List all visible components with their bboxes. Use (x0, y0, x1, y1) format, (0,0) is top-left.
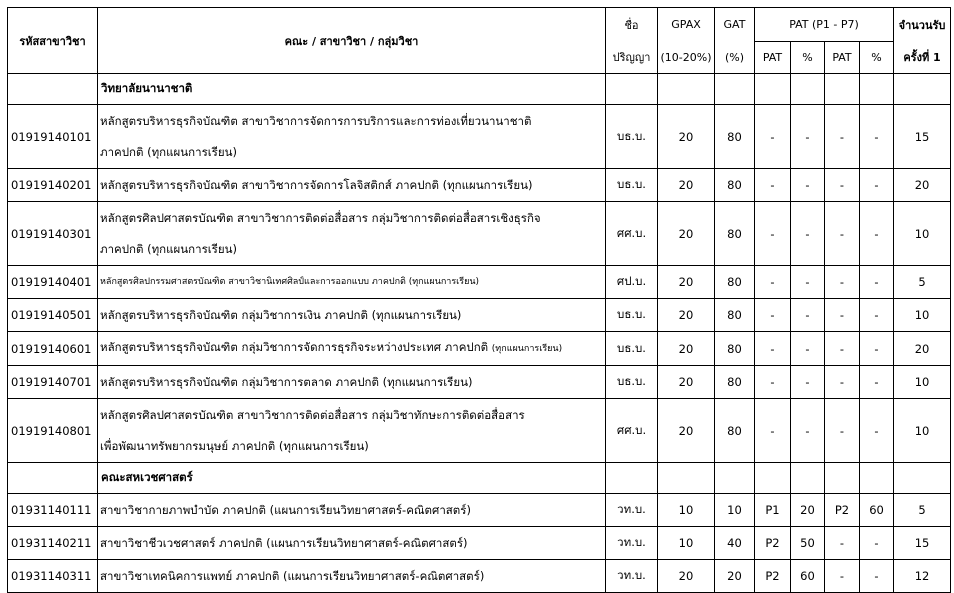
quota-cell: 12 (894, 560, 951, 593)
header-gat-line2: (%) (715, 42, 755, 74)
header-pct-b: % (860, 42, 894, 74)
program-name-cell (98, 366, 606, 399)
pat-b-cell: - (825, 366, 860, 399)
program-name-cell (98, 202, 606, 266)
pct-a-cell: - (791, 169, 825, 202)
program-name-cell (98, 527, 606, 560)
table-row (8, 169, 951, 202)
pat-a-cell: P2 (755, 560, 791, 593)
degree-cell: บธ.บ. (606, 299, 658, 332)
section-blank-cell (715, 74, 755, 105)
program-code: 01919140201 (8, 169, 98, 202)
pct-a-cell: 50 (791, 527, 825, 560)
pat-b-cell: - (825, 202, 860, 266)
header-pct-a: % (791, 42, 825, 74)
pat-b-cell: - (825, 560, 860, 593)
table-row (8, 527, 951, 560)
section-blank-cell (755, 463, 791, 494)
section-blank-cell (860, 74, 894, 105)
gpax-cell: 20 (658, 169, 715, 202)
section-row (8, 74, 951, 105)
program-name-cell (98, 299, 606, 332)
pct-a-cell: - (791, 299, 825, 332)
pct-a-cell: - (791, 202, 825, 266)
section-code-cell (8, 74, 98, 105)
program-name-cell (98, 169, 606, 202)
program-name-line: สาขาวิชาเทคนิคการแพทย์ ภาคปกติ (แผนการเรียนวิทยาศาสตร์-คณิตศาสตร์) (100, 568, 485, 583)
section-blank-cell (860, 463, 894, 494)
program-name-line-wrap (100, 332, 605, 365)
gat-cell: 20 (715, 560, 755, 593)
pat-b-cell: - (825, 169, 860, 202)
pct-b-cell: 60 (860, 494, 894, 527)
gat-cell: 80 (715, 202, 755, 266)
gat-cell: 80 (715, 399, 755, 463)
quota-cell: 5 (894, 494, 951, 527)
degree-cell: ศป.บ. (606, 266, 658, 299)
quota-cell: 15 (894, 105, 951, 169)
pat-b-cell: - (825, 399, 860, 463)
gpax-cell: 20 (658, 560, 715, 593)
header-degree-line2: ปริญญา (606, 42, 658, 74)
pat-b-cell: - (825, 266, 860, 299)
quota-cell: 10 (894, 399, 951, 463)
header-gpax-line2: (10-20%) (658, 42, 715, 74)
degree-cell: วท.บ. (606, 560, 658, 593)
pat-b-cell: - (825, 332, 860, 366)
program-name-suffix: (ทุกแผนการเรียน) (491, 344, 563, 354)
pat-b-cell: P2 (825, 494, 860, 527)
section-blank-cell (791, 463, 825, 494)
pat-b-cell: - (825, 105, 860, 169)
quota-cell: 5 (894, 266, 951, 299)
gat-cell: 80 (715, 169, 755, 202)
degree-cell: บธ.บ. (606, 105, 658, 169)
section-blank-cell (791, 74, 825, 105)
pct-b-cell: - (860, 399, 894, 463)
table-body (8, 74, 951, 593)
section-blank-cell (825, 74, 860, 105)
gpax-cell: 20 (658, 202, 715, 266)
pct-b-cell: - (860, 332, 894, 366)
pct-b-cell: - (860, 527, 894, 560)
quota-cell: 15 (894, 527, 951, 560)
section-blank-cell (606, 74, 658, 105)
table-row (8, 366, 951, 399)
pat-a-cell: - (755, 299, 791, 332)
program-name-cell (98, 494, 606, 527)
gat-cell: 10 (715, 494, 755, 527)
quota-cell: 10 (894, 202, 951, 266)
gat-cell: 80 (715, 332, 755, 366)
program-code: 01919140301 (8, 202, 98, 266)
program-code: 01931140111 (8, 494, 98, 527)
gat-cell: 40 (715, 527, 755, 560)
gpax-cell: 20 (658, 105, 715, 169)
table-row (8, 266, 951, 299)
pat-a-cell: - (755, 266, 791, 299)
section-blank-cell (658, 74, 715, 105)
program-name-line: หลักสูตรบริหารธุรกิจบัณฑิต กลุ่มวิชาการเงิน ภาคปกติ (ทุกแผนการเรียน) (100, 307, 462, 322)
pct-a-cell: - (791, 332, 825, 366)
program-code: 01919140601 (8, 332, 98, 366)
section-blank-cell (755, 74, 791, 105)
degree-cell: วท.บ. (606, 494, 658, 527)
program-name-line: เพื่อพัฒนาทรัพยากรมนุษย์ ภาคปกติ (ทุกแผนการเรียน) (100, 438, 369, 453)
section-title: วิทยาลัยนานาชาติ (98, 74, 606, 105)
program-name-cell (98, 332, 606, 366)
section-title: คณะสหเวชศาสตร์ (98, 463, 606, 494)
pct-a-cell: - (791, 399, 825, 463)
table-row (8, 332, 951, 366)
pct-b-cell: - (860, 202, 894, 266)
header-gpax-line1: GPAX (658, 8, 715, 42)
table-header (8, 8, 951, 74)
program-name-line: สาขาวิชาชีวเวชศาสตร์ ภาคปกติ (แผนการเรียนวิทยาศาสตร์-คณิตศาสตร์) (100, 535, 468, 550)
program-name-line: ภาคปกติ (ทุกแผนการเรียน) (100, 241, 237, 256)
section-row (8, 463, 951, 494)
program-code: 01919140401 (8, 266, 98, 299)
pct-b-cell: - (860, 299, 894, 332)
gat-cell: 80 (715, 105, 755, 169)
pct-b-cell: - (860, 560, 894, 593)
header-row-top (8, 8, 951, 42)
section-blank-cell (825, 463, 860, 494)
program-name-line: หลักสูตรบริหารธุรกิจบัณฑิต กลุ่มวิชาการตลาด ภาคปกติ (ทุกแผนการเรียน) (100, 374, 473, 389)
program-code: 01919140101 (8, 105, 98, 169)
pat-a-cell: P1 (755, 494, 791, 527)
header-pat-b: PAT (825, 42, 860, 74)
program-name-line: หลักสูตรศิลปศาสตรบัณฑิต สาขาวิชาการติดต่อสื่อสาร กลุ่มวิชาทักษะการติดต่อสื่อสาร (100, 407, 525, 422)
admission-quota-table (7, 7, 951, 593)
degree-cell: ศศ.บ. (606, 202, 658, 266)
admission-table-container (7, 7, 951, 593)
table-row (8, 202, 951, 266)
header-pat-group: PAT (P1 - P7) (755, 8, 894, 42)
degree-cell: บธ.บ. (606, 332, 658, 366)
section-blank-cell (894, 74, 951, 105)
table-row (8, 399, 951, 463)
program-name-line: สาขาวิชากายภาพบำบัด ภาคปกติ (แผนการเรียนวิทยาศาสตร์-คณิตศาสตร์) (100, 502, 471, 517)
degree-cell: วท.บ. (606, 527, 658, 560)
gpax-cell: 20 (658, 332, 715, 366)
table-row (8, 105, 951, 169)
gat-cell: 80 (715, 366, 755, 399)
quota-cell: 10 (894, 299, 951, 332)
program-code: 01931140211 (8, 527, 98, 560)
header-quota-line2: ครั้งที่ 1 (894, 42, 951, 74)
quota-cell: 20 (894, 169, 951, 202)
header-program: คณะ / สาขาวิชา / กลุ่มวิชา (98, 8, 606, 74)
program-name-line: หลักสูตรบริหารธุรกิจบัณฑิต สาขาวิชาการจัดการการบริการและการท่องเที่ยวนานาชาติ (100, 113, 532, 128)
program-name-cell (98, 105, 606, 169)
gat-cell: 80 (715, 299, 755, 332)
section-blank-cell (606, 463, 658, 494)
program-code: 01919140801 (8, 399, 98, 463)
gat-cell: 80 (715, 266, 755, 299)
gpax-cell: 10 (658, 527, 715, 560)
gpax-cell: 20 (658, 366, 715, 399)
program-name-line: หลักสูตรศิลปศาสตรบัณฑิต สาขาวิชาการติดต่อสื่อสาร กลุ่มวิชาการติดต่อสื่อสารเชิงธุรกิจ (100, 210, 541, 225)
pat-a-cell: - (755, 202, 791, 266)
pat-a-cell: - (755, 366, 791, 399)
pat-a-cell: - (755, 332, 791, 366)
gpax-cell: 20 (658, 399, 715, 463)
header-quota-line1: จำนวนรับ (894, 8, 951, 42)
program-name-line: ภาคปกติ (ทุกแผนการเรียน) (100, 144, 237, 159)
header-degree-line1: ชื่อ (606, 8, 658, 42)
section-blank-cell (894, 463, 951, 494)
table-row (8, 494, 951, 527)
gpax-cell: 20 (658, 299, 715, 332)
quota-cell: 10 (894, 366, 951, 399)
section-code-cell (8, 463, 98, 494)
pct-a-cell: - (791, 366, 825, 399)
program-code: 01919140501 (8, 299, 98, 332)
pct-b-cell: - (860, 366, 894, 399)
program-code: 01919140701 (8, 366, 98, 399)
section-blank-cell (715, 463, 755, 494)
pat-b-cell: - (825, 299, 860, 332)
program-code: 01931140311 (8, 560, 98, 593)
degree-cell: บธ.บ. (606, 366, 658, 399)
program-name-line: หลักสูตรศิลปกรรมศาสตรบัณฑิต สาขาวิชานิเทศศิลป์และการออกแบบ ภาคปกติ (ทุกแผนการเรียน) (100, 276, 480, 287)
header-code: รหัสสาขาวิชา (8, 8, 98, 74)
pct-b-cell: - (860, 169, 894, 202)
pct-b-cell: - (860, 266, 894, 299)
header-gat-line1: GAT (715, 8, 755, 42)
program-name-line: หลักสูตรบริหารธุรกิจบัณฑิต สาขาวิชาการจัดการโลจิสติกส์ ภาคปกติ (ทุกแผนการเรียน) (100, 177, 533, 192)
program-name-cell (98, 399, 606, 463)
header-pat-a: PAT (755, 42, 791, 74)
program-name-line: หลักสูตรบริหารธุรกิจบัณฑิต กลุ่มวิชาการจัดการธุรกิจระหว่างประเทศ ภาคปกติ (100, 340, 489, 354)
quota-cell: 20 (894, 332, 951, 366)
pat-b-cell: - (825, 527, 860, 560)
pat-a-cell: P2 (755, 527, 791, 560)
pct-a-cell: 60 (791, 560, 825, 593)
table-row (8, 299, 951, 332)
pct-a-cell: 20 (791, 494, 825, 527)
pct-a-cell: - (791, 105, 825, 169)
pct-b-cell: - (860, 105, 894, 169)
program-name-cell (98, 266, 606, 299)
degree-cell: ศศ.บ. (606, 399, 658, 463)
gpax-cell: 20 (658, 266, 715, 299)
degree-cell: บธ.บ. (606, 169, 658, 202)
pat-a-cell: - (755, 399, 791, 463)
pat-a-cell: - (755, 169, 791, 202)
gpax-cell: 10 (658, 494, 715, 527)
pct-a-cell: - (791, 266, 825, 299)
pat-a-cell: - (755, 105, 791, 169)
section-blank-cell (658, 463, 715, 494)
